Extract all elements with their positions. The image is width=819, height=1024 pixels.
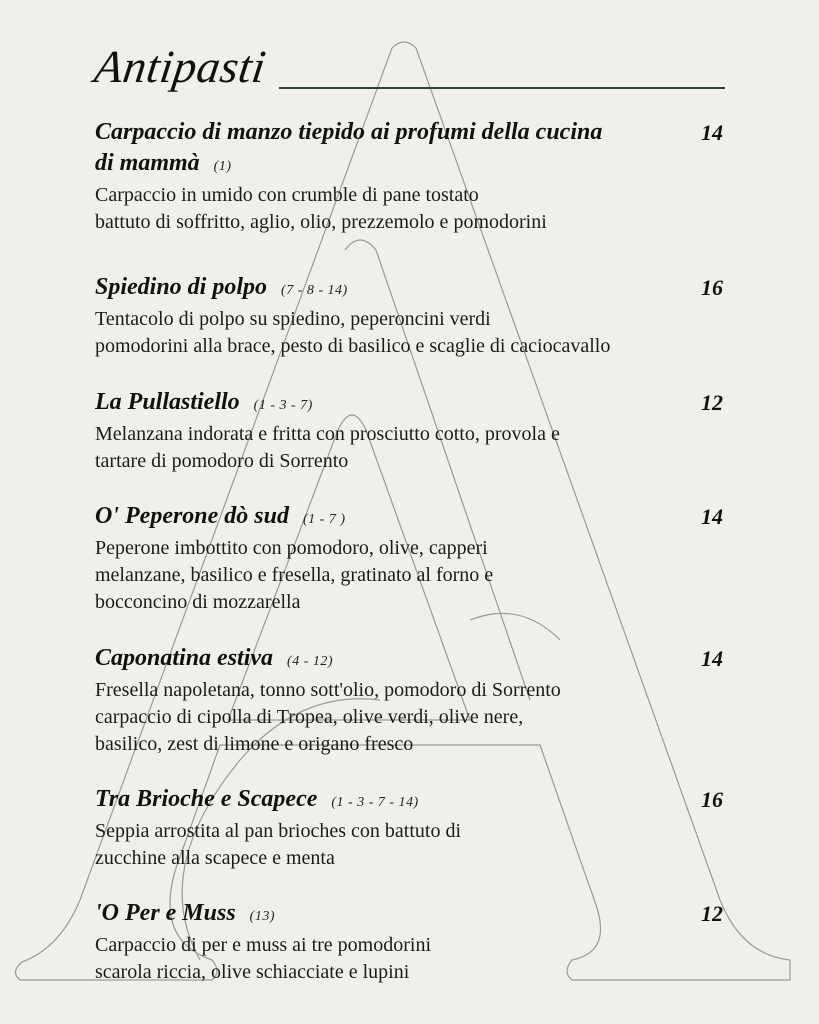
item-price: 16 [701,787,723,812]
item-name-text: Caponatina estiva [95,645,274,671]
item-allergens: (1 - 3 - 7) [253,398,313,413]
item-name-text: Spiedino di polpo [95,274,268,300]
menu-item [95,643,725,758]
item-name [95,784,655,818]
item-allergens: (1 - 3 - 7 - 14) [331,795,419,810]
item-allergens: (13) [249,909,275,924]
menu-item [95,501,725,616]
item-description-line: zucchine alla scapece e menta [95,847,335,869]
item-name-text: La Pullastiello [95,389,240,415]
menu-item [95,898,725,986]
item-description-line: Carpaccio in umido con crumble di pane tostato [95,184,479,206]
menu-item [95,117,725,236]
item-description-line: bocconcino di mozzarella [95,591,301,613]
item-description [95,306,725,360]
item-allergens: (4 - 12) [287,654,334,669]
menu-item [95,387,725,475]
title-divider [279,87,725,89]
section-title: Antipasti [91,41,270,92]
item-name-line2: di mammà [95,150,200,176]
item-price: 16 [701,275,723,300]
item-allergens: (1) [213,159,232,174]
item-description [95,182,725,236]
item-name-line1: Carpaccio di manzo tiepido ai profumi della cucina [95,119,603,145]
item-name [95,117,655,182]
item-name [95,643,655,677]
item-description [95,932,725,986]
item-price: 12 [701,901,723,926]
item-price: 14 [701,120,723,145]
item-name [95,272,655,306]
item-description-line: basilico, zest di limone e origano fresco [95,733,414,755]
item-description-line: Fresella napoletana, tonno sott'olio, pomodoro di Sorrento [95,679,561,701]
item-price: 12 [701,390,723,415]
menu-item [95,272,725,360]
item-price: 14 [701,646,723,671]
item-description-line: Seppia arrostita al pan brioches con battuto di [95,820,462,842]
item-description [95,677,725,758]
item-allergens: (1 - 7 ) [303,512,346,527]
item-description-line: carpaccio di cipolla di Tropea, olive verdi, olive nere, [95,706,524,728]
item-name [95,501,655,535]
item-description-line: Carpaccio di per e muss ai tre pomodorini [95,934,432,956]
item-allergens: (7 - 8 - 14) [281,283,348,298]
item-description-line: melanzane, basilico e fresella, gratinato al forno e [95,564,494,586]
item-description-line: pomodorini alla brace, pesto di basilico e scaglie di caciocavallo [95,335,611,357]
item-name-text: O' Peperone dò sud [95,503,289,529]
item-name-text: Tra Brioche e Scapece [95,786,318,812]
item-description-line: battuto di soffritto, aglio, olio, prezzemolo e pomodorini [95,211,547,233]
item-name-text: 'O Per e Muss [95,900,236,926]
item-description-line: Tentacolo di polpo su spiedino, peperoncini verdi [95,308,491,330]
item-description-line: Melanzana indorata e fritta con prosciutto cotto, provola e [95,423,560,445]
item-description-line: Peperone imbottito con pomodoro, olive, capperi [95,537,488,559]
section-header [91,40,725,110]
item-name [95,898,655,932]
item-description-line: scarola riccia, olive schiacciate e lupini [95,961,410,983]
item-description-line: tartare di pomodoro di Sorrento [95,450,349,472]
item-name [95,387,655,421]
item-description [95,421,725,475]
item-price: 14 [701,504,723,529]
item-description [95,818,725,872]
item-description [95,535,725,616]
menu-item [95,784,725,872]
